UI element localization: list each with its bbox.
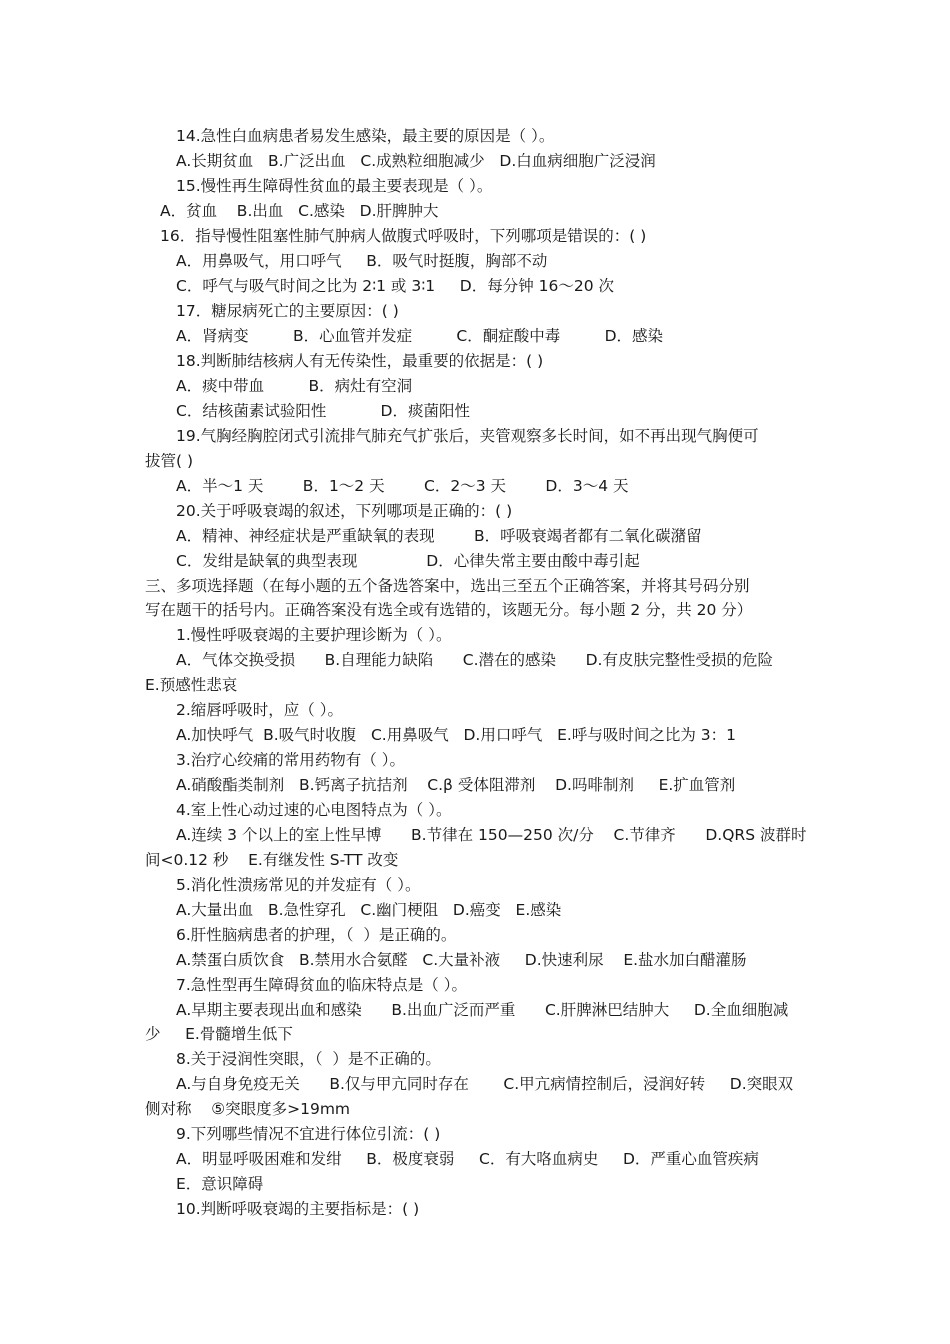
- section-3-heading-cont: 写在题干的括号内。正确答案没有选全或有选错的，该题无分。每小题 2 分，共 20 分）: [145, 601, 753, 619]
- mq-8-options-cont: 侧对称 ⑤突眼度多>19mm: [145, 1100, 351, 1118]
- mq-7-options: A.早期主要表现出血和感染 B.出血广泛而严重 C.肝脾淋巴结肿大 D.全血细胞减: [176, 1001, 789, 1019]
- question-18-options-cd: C．结核菌素试验阳性 D．痰菌阳性: [176, 402, 470, 420]
- question-20-options-ab: A．精神、神经症状是严重缺氧的表现 B．呼吸衰竭者都有二氧化碳潴留: [176, 527, 702, 545]
- question-14-stem: 14.急性白血病患者易发生感染，最主要的原因是（ ）。: [176, 127, 555, 145]
- mq-10-stem: 10.判断呼吸衰竭的主要指标是：( ): [176, 1200, 420, 1218]
- question-18-options-ab: A．痰中带血 B．病灶有空洞: [176, 377, 413, 395]
- question-15-options: A．贫血 B.出血 C.感染 D.肝脾肿大: [160, 202, 439, 220]
- question-20-options-cd: C．发绀是缺氧的典型表现 D．心律失常主要由酸中毒引起: [176, 552, 640, 570]
- mq-1-options: A．气体交换受损 B.自理能力缺陷 C.潜在的感染 D.有皮肤完整性受损的危险: [176, 651, 773, 669]
- mq-6-stem: 6.肝性脑病患者的护理，（ ）是正确的。: [176, 926, 457, 944]
- question-19-stem: 19.气胸经胸腔闭式引流排气肺充气扩张后，夹管观察多长时间，如不再出现气胸便可: [176, 427, 759, 445]
- question-19-options: A．半～1 天 B．1～2 天 C．2～3 天 D．3～4 天: [176, 477, 629, 495]
- question-14-options: A.长期贫血 B.广泛出血 C.成熟粒细胞减少 D.白血病细胞广泛浸润: [176, 152, 656, 170]
- mq-8-options: A.与自身免疫无关 B.仅与甲亢同时存在 C.甲亢病情控制后，浸润好转 D.突眼双: [176, 1075, 794, 1093]
- question-15-stem: 15.慢性再生障碍性贫血的最主要表现是（ ）。: [176, 177, 493, 195]
- question-17-options: A．肾病变 B．心血管并发症 C．酮症酸中毒 D．感染: [176, 327, 664, 345]
- question-16-options-cd: C．呼气与吸气时间之比为 2∶1 或 3∶1 D．每分钟 16～20 次: [176, 277, 614, 295]
- mq-4-stem: 4.室上性心动过速的心电图特点为（ ）。: [176, 801, 452, 819]
- mq-2-options: A.加快呼气 B.吸气时收腹 C.用鼻吸气 D.用口呼气 E.呼与吸时间之比为 3：1: [176, 726, 736, 744]
- question-18-stem: 18.判断肺结核病人有无传染性，最重要的依据是：( ): [176, 352, 544, 370]
- mq-5-stem: 5.消化性溃疡常见的并发症有（ ）。: [176, 876, 421, 894]
- mq-9-options-cont: E．意识障碍: [176, 1175, 264, 1193]
- mq-1-options-cont: E.预感性悲哀: [145, 676, 238, 694]
- mq-3-stem: 3.治疗心绞痛的常用药物有（ ）。: [176, 751, 405, 769]
- section-3-heading: 三、多项选择题（在每小题的五个备选答案中，选出三至五个正确答案，并将其号码分别: [145, 577, 750, 595]
- mq-9-options: A．明显呼吸困难和发绀 B．极度衰弱 C．有大咯血病史 D．严重心血管疾病: [176, 1150, 759, 1168]
- mq-4-options: A.连续 3 个以上的室上性早博 B.节律在 150—250 次/分 C.节律齐 D.QRS 波群时: [176, 826, 807, 844]
- mq-5-options: A.大量出血 B.急性穿孔 C.幽门梗阻 D.癌变 E.感染: [176, 901, 562, 919]
- question-17-stem: 17．糖尿病死亡的主要原因：( ): [176, 302, 399, 320]
- question-16-stem: 16．指导慢性阻塞性肺气肿病人做腹式呼吸时，下列哪项是错误的：( ): [160, 227, 647, 245]
- mq-9-stem: 9.下列哪些情况不宜进行体位引流：( ): [176, 1125, 441, 1143]
- mq-1-stem: 1.慢性呼吸衰竭的主要护理诊断为（ ）。: [176, 626, 452, 644]
- mq-3-options: A.硝酸酯类制剂 B.钙离子抗拮剂 C.β 受体阻滞剂 D.吗啡制剂 E.扩血管剂: [176, 776, 736, 794]
- mq-8-stem: 8.关于浸润性突眼，（ ）是不正确的。: [176, 1050, 441, 1068]
- question-20-stem: 20.关于呼吸衰竭的叙述，下列哪项是正确的：( ): [176, 502, 513, 520]
- mq-2-stem: 2.缩唇呼吸时，应（ ）。: [176, 701, 343, 719]
- mq-7-options-cont: 少 E.骨髓增生低下: [145, 1025, 293, 1043]
- mq-6-options: A.禁蛋白质饮食 B.禁用水合氨醛 C.大量补液 D.快速利尿 E.盐水加白醋灌肠: [176, 951, 747, 969]
- question-19-stem-cont: 拔管( ): [145, 452, 194, 470]
- mq-7-stem: 7.急性型再生障碍贫血的临床特点是（ ）。: [176, 976, 467, 994]
- mq-4-options-cont: 间<0.12 秒 E.有继发性 S-TT 改变: [145, 851, 399, 869]
- question-16-options-ab: A．用鼻吸气，用口呼气 B．吸气时挺腹，胸部不动: [176, 252, 548, 270]
